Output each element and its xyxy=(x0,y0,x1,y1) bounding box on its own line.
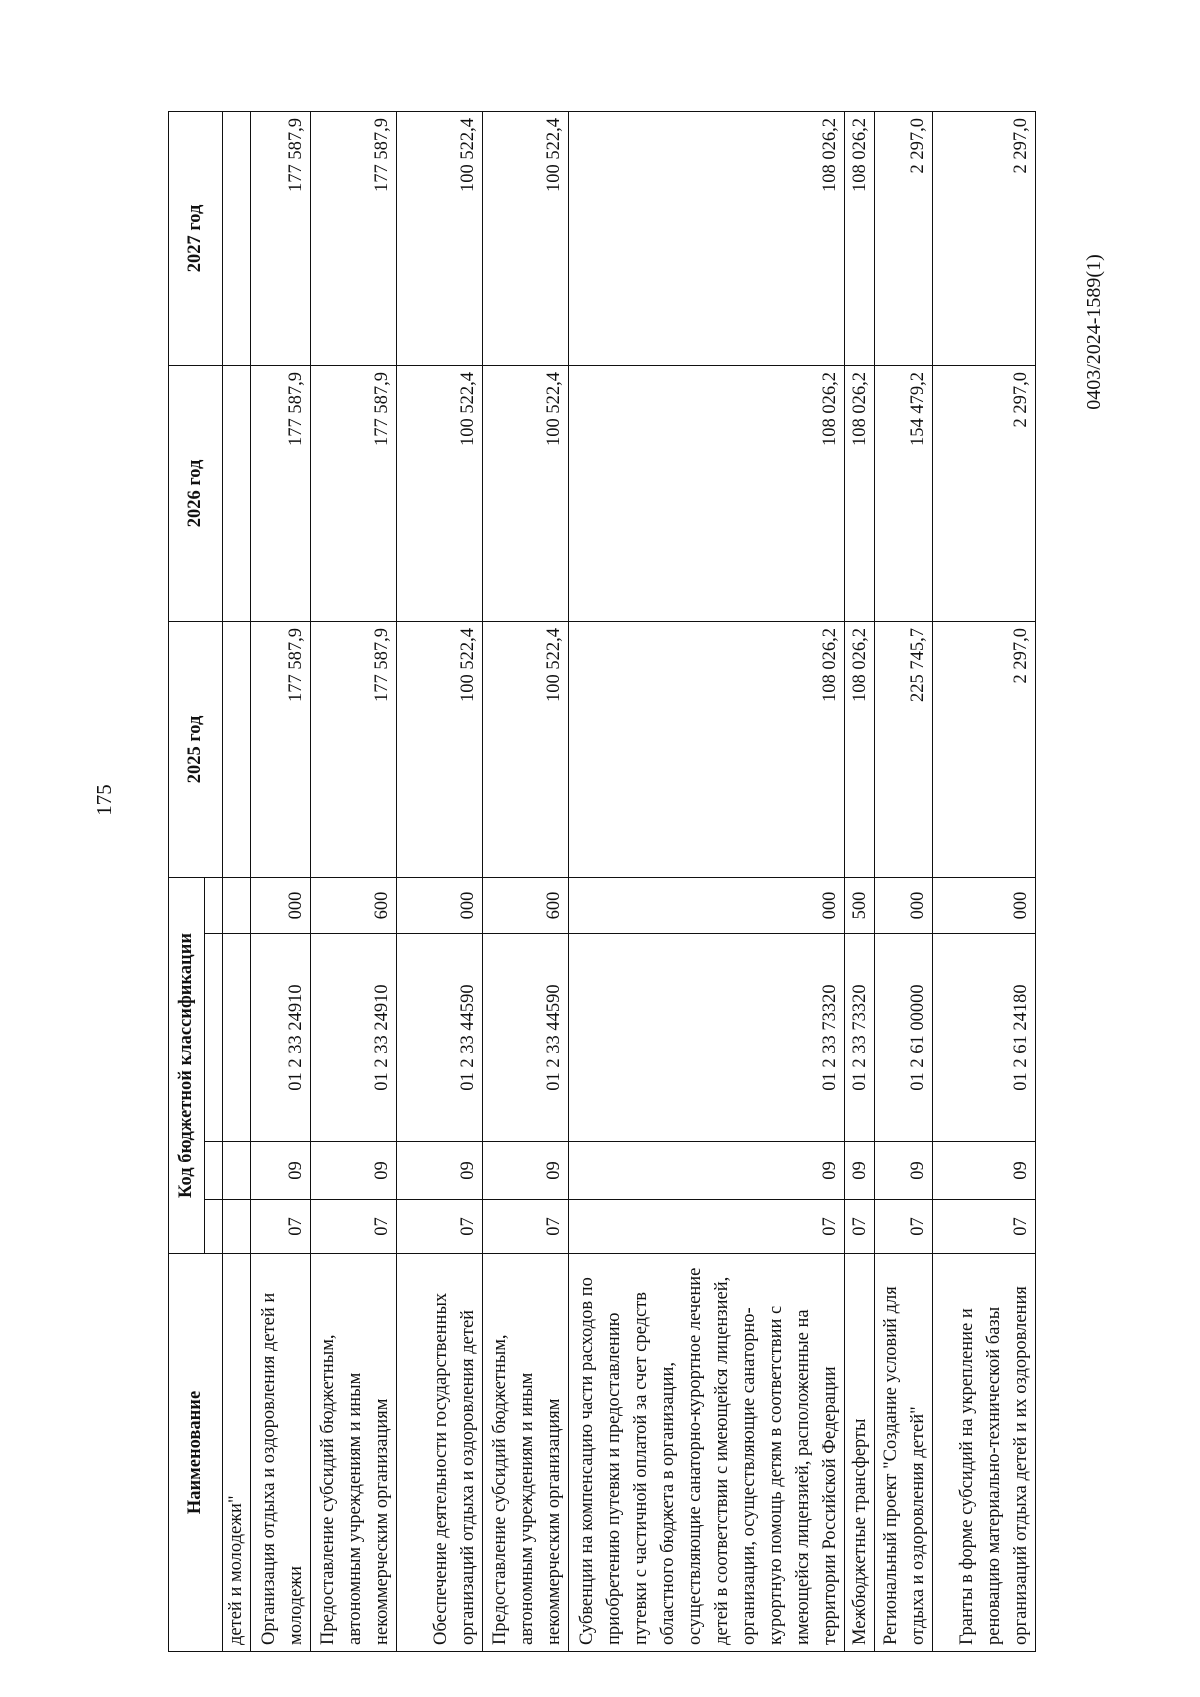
table-row xyxy=(569,111,845,1651)
row-value-2027: 108 026,2 xyxy=(845,111,875,365)
row-pr: 09 xyxy=(483,1142,569,1200)
row-pr: 09 xyxy=(311,1142,397,1200)
row-csr: 01 2 61 24180 xyxy=(933,934,1036,1142)
row-value-2026: 2 297,0 xyxy=(933,365,1036,621)
row-value-2025: 177 587,9 xyxy=(251,621,311,877)
row-csr: 01 2 33 24910 xyxy=(311,934,397,1142)
row-rz: 07 xyxy=(397,1200,483,1254)
subheader-csr xyxy=(205,934,223,1142)
budget-table-sheet xyxy=(168,112,1036,1652)
row-value-2026: 108 026,2 xyxy=(845,365,875,621)
row-value-2025: 108 026,2 xyxy=(569,621,845,877)
row-vr: 600 xyxy=(483,877,569,933)
row-value-2025: 108 026,2 xyxy=(845,621,875,877)
header-code-group: Код бюджетной классификации xyxy=(169,877,205,1253)
table-row xyxy=(933,111,1036,1651)
row-pr: 09 xyxy=(397,1142,483,1200)
row-vr: 500 xyxy=(845,877,875,933)
header-name: Наименование xyxy=(169,1254,223,1652)
row-rz: 07 xyxy=(845,1200,875,1254)
row-rz: 07 xyxy=(569,1200,845,1254)
row-vr: 000 xyxy=(251,877,311,933)
row-value-2025: 2 297,0 xyxy=(933,621,1036,877)
row-value-2026: 108 026,2 xyxy=(569,365,845,621)
row-value-2027: 108 026,2 xyxy=(569,111,845,365)
row-name: Межбюджетные трансферты xyxy=(845,1254,875,1652)
row-csr: 01 2 33 44590 xyxy=(483,934,569,1142)
row-vr: 000 xyxy=(933,877,1036,933)
row-rz: 07 xyxy=(933,1200,1036,1254)
row-name: Гранты в форме субсидий на укрепление и реновацию материально-технической базы организаций отдыха детей и их оздоровления xyxy=(933,1254,1036,1652)
row-value-2027: 177 587,9 xyxy=(251,111,311,365)
budget-table xyxy=(168,111,1036,1652)
row-name: Субвенции на компенсацию части расходов по приобретению путевки и предоставлению путевки с частичной оплатой за счет средств областного бюджета в организации, осуществляющие санаторно-курортное лечение детей в соответствии с имеющейся лицензией, организации, осуществляющие санаторно-курортную помощь детям в соответствии с имеющейся лицензией, расположенные на территории Российской Федерации xyxy=(569,1254,845,1652)
row-value-2025: 177 587,9 xyxy=(311,621,397,877)
header-year-2027: 2027 год xyxy=(169,111,223,365)
row-value-2026: 177 587,9 xyxy=(251,365,311,621)
row-value-2026: 100 522,4 xyxy=(483,365,569,621)
subheader-vr xyxy=(205,877,223,933)
row-value-2026: 100 522,4 xyxy=(397,365,483,621)
row-name: Обеспечение деятельности государственных организаций отдыха и оздоровления детей xyxy=(397,1254,483,1652)
table-row xyxy=(311,111,397,1651)
row-csr: 01 2 33 24910 xyxy=(251,934,311,1142)
row-rz: 07 xyxy=(251,1200,311,1254)
table-row xyxy=(251,111,311,1651)
row-csr: 01 2 33 73320 xyxy=(845,934,875,1142)
table-row xyxy=(875,111,933,1651)
row-pr: 09 xyxy=(845,1142,875,1200)
header-year-2026: 2026 год xyxy=(169,365,223,621)
row-pr: 09 xyxy=(933,1142,1036,1200)
row-vr: 600 xyxy=(311,877,397,933)
row-rz: 07 xyxy=(311,1200,397,1254)
row-rz: 07 xyxy=(875,1200,933,1254)
row-vr: 000 xyxy=(875,877,933,933)
row-value-2025: 100 522,4 xyxy=(483,621,569,877)
row-value-2026: 154 479,2 xyxy=(875,365,933,621)
row-value-2027: 2 297,0 xyxy=(875,111,933,365)
header-year-2025: 2025 год xyxy=(169,621,223,877)
row-value-2025: 225 745,7 xyxy=(875,621,933,877)
row-value-2027: 2 297,0 xyxy=(933,111,1036,365)
table-row xyxy=(483,111,569,1651)
table-row xyxy=(845,111,875,1651)
row-name: Предоставление субсидий бюджетным, автономным учреждениям и иным некоммерческим организациям xyxy=(483,1254,569,1652)
row-value-2025: 100 522,4 xyxy=(397,621,483,877)
row-vr: 000 xyxy=(569,877,845,933)
row-csr: 01 2 33 73320 xyxy=(569,934,845,1142)
table-row-continuation xyxy=(223,111,251,1651)
row-csr: 01 2 33 44590 xyxy=(397,934,483,1142)
row-value-2026: 177 587,9 xyxy=(311,365,397,621)
row-name: Организация отдыха и оздоровления детей и молодежи xyxy=(251,1254,311,1652)
subheader-pr xyxy=(205,1142,223,1200)
table-row xyxy=(397,111,483,1651)
subheader-rz xyxy=(205,1200,223,1254)
continuation-text: детей и молодежи" xyxy=(223,1254,251,1652)
row-value-2027: 177 587,9 xyxy=(311,111,397,365)
row-vr: 000 xyxy=(397,877,483,933)
row-name: Региональный проект "Создание условий для отдыха и оздоровления детей" xyxy=(875,1254,933,1652)
row-rz: 07 xyxy=(483,1200,569,1254)
row-pr: 09 xyxy=(251,1142,311,1200)
page-number: 175 xyxy=(92,784,116,816)
document-code: 0403/2024-1589(1) xyxy=(1083,254,1105,410)
row-value-2027: 100 522,4 xyxy=(483,111,569,365)
row-pr: 09 xyxy=(569,1142,845,1200)
row-pr: 09 xyxy=(875,1142,933,1200)
row-name: Предоставление субсидий бюджетным, автономным учреждениям и иным некоммерческим организациям xyxy=(311,1254,397,1652)
row-csr: 01 2 61 00000 xyxy=(875,934,933,1142)
row-value-2027: 100 522,4 xyxy=(397,111,483,365)
